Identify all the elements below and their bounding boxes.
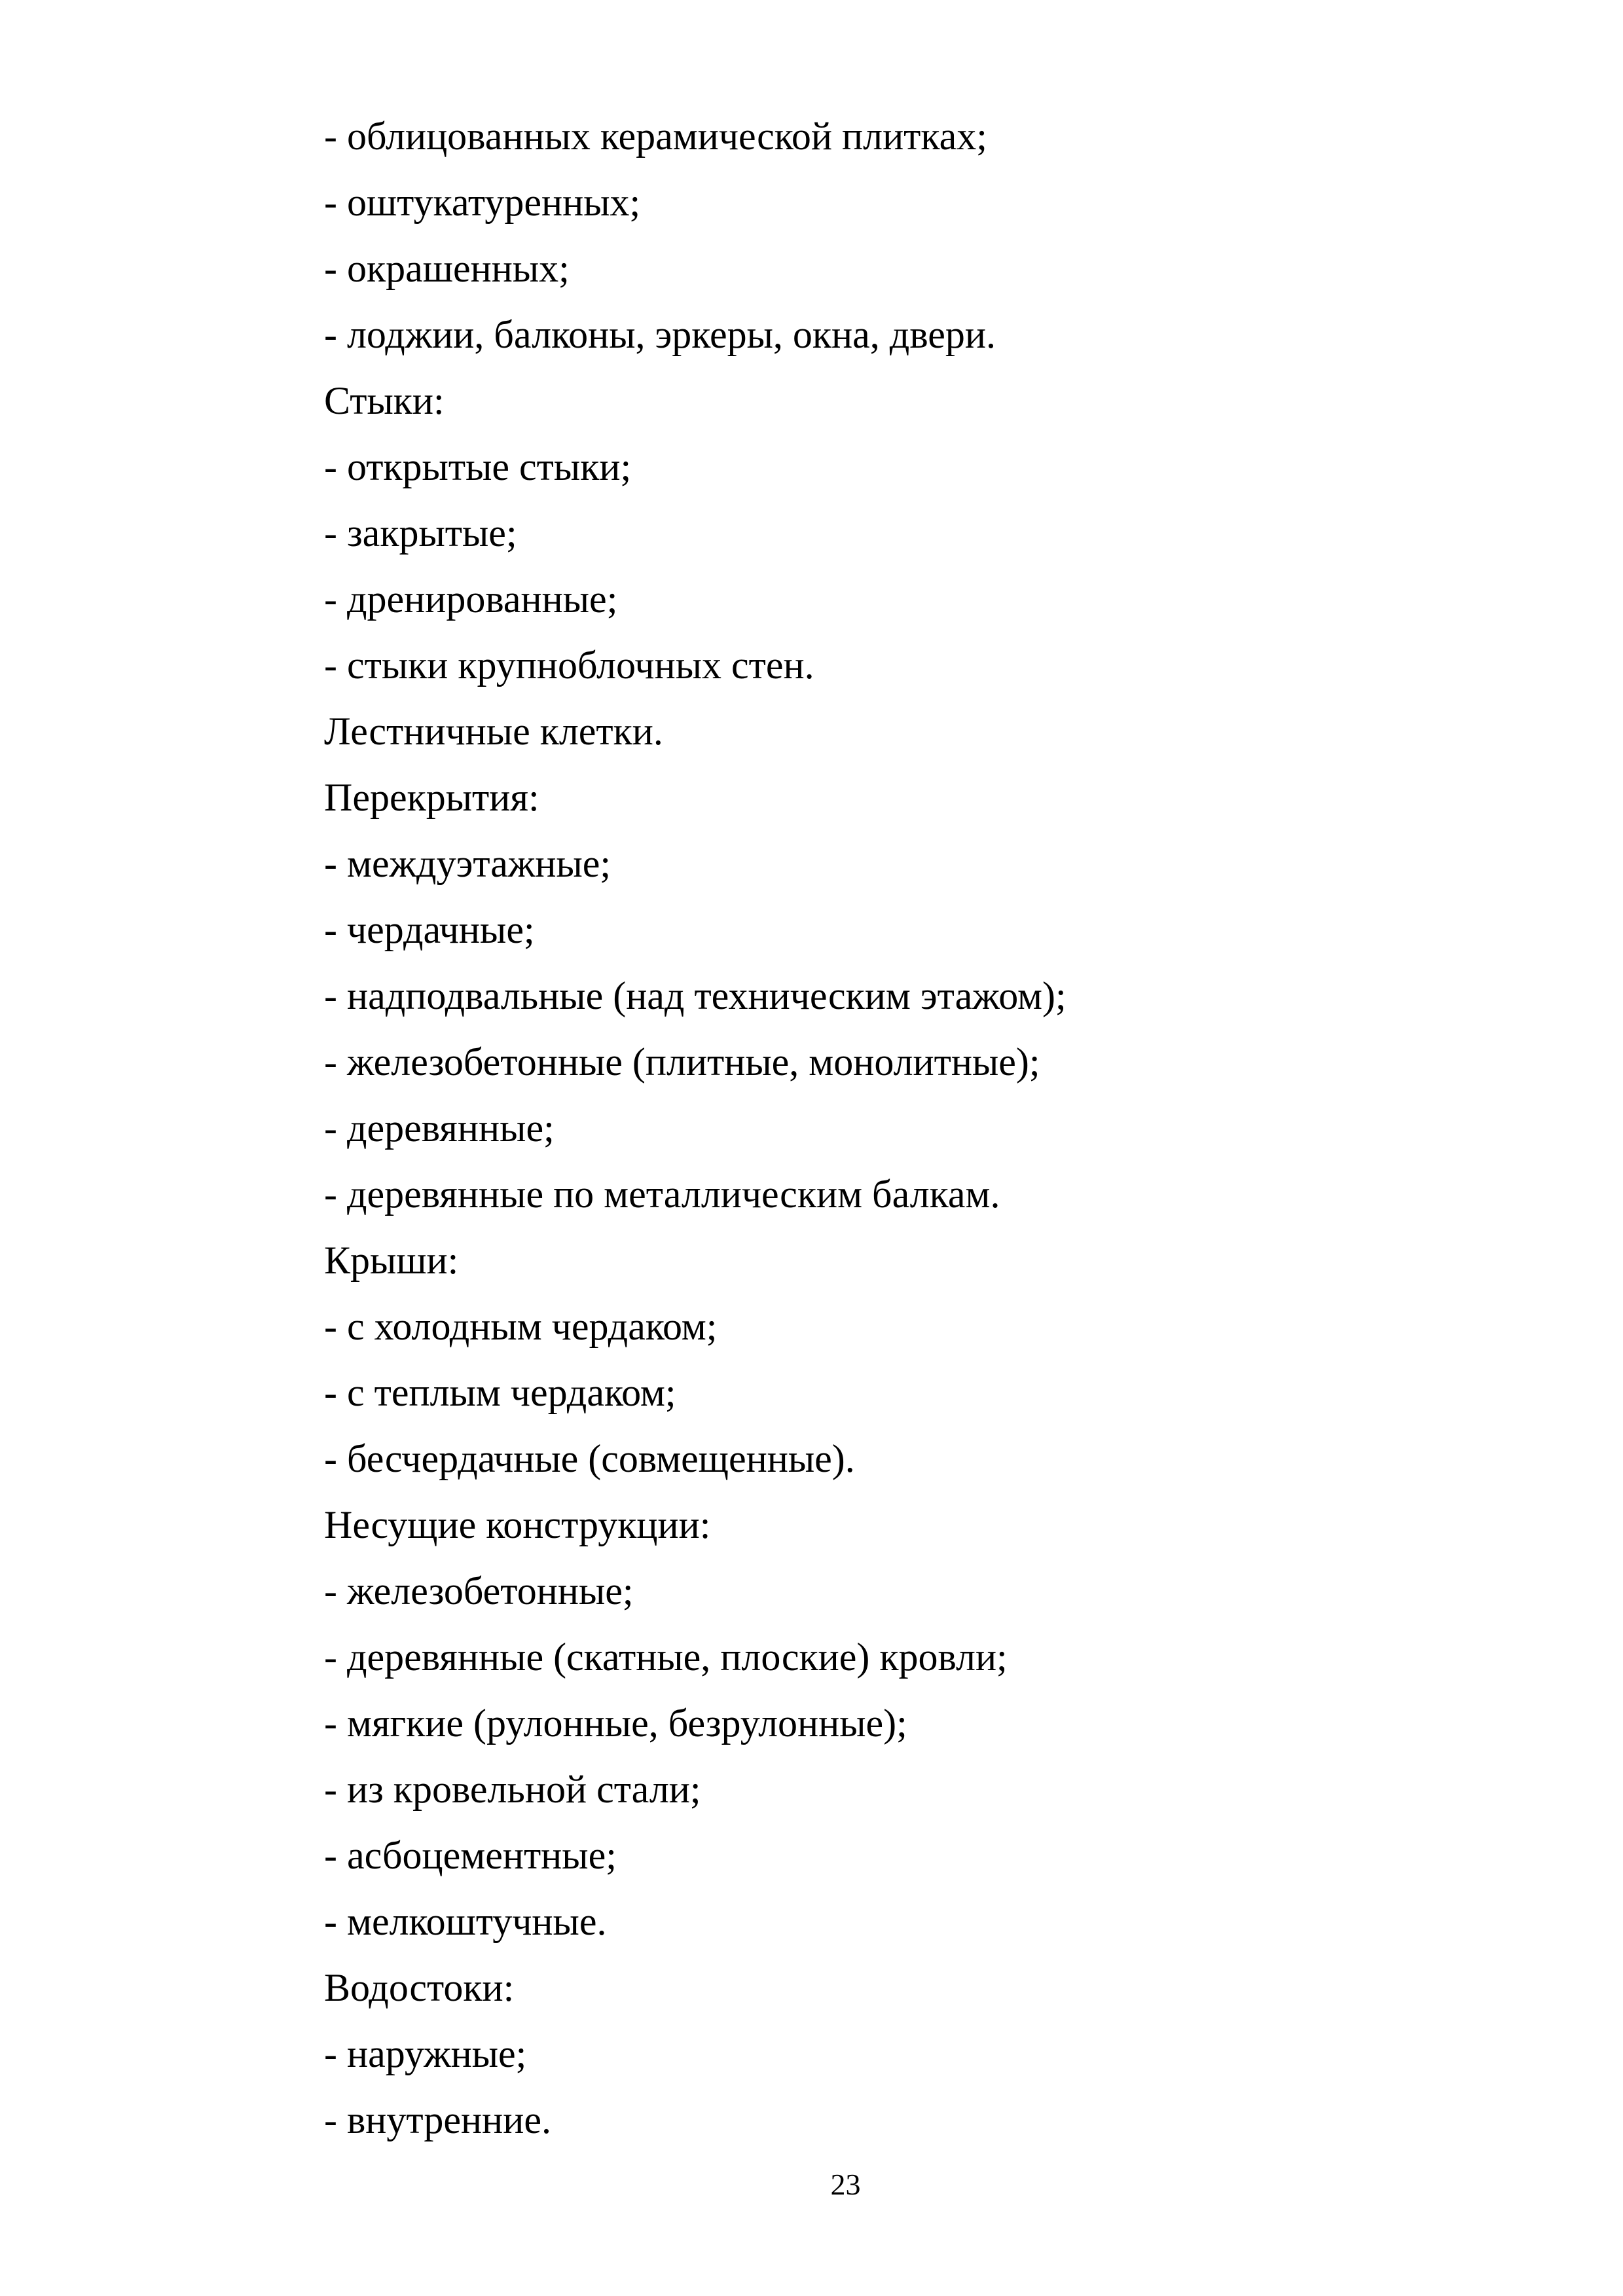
list-item: - облицованных керамической плитках;	[324, 115, 987, 158]
list-item: - с теплым чердаком;	[324, 1371, 676, 1414]
list-item: - окрашенных;	[324, 247, 570, 290]
list-item: - открытые стыки;	[324, 445, 632, 488]
list-item: - оштукатуренных;	[324, 181, 641, 224]
list-item: - лоджии, балконы, эркеры, окна, двери.	[324, 313, 996, 356]
list-item: - стыки крупноблочных стен.	[324, 644, 814, 687]
section-heading-drains: Водостоки:	[324, 1966, 515, 2009]
list-item: - междуэтажные;	[324, 842, 611, 885]
section-heading-staircases: Лестничные клетки.	[324, 710, 663, 753]
list-item: - бесчердачные (совмещенные).	[324, 1437, 855, 1480]
list-item: - закрытые;	[324, 511, 517, 555]
list-item: - из кровельной стали;	[324, 1768, 701, 1811]
list-item: - надподвальные (над техническим этажом);	[324, 974, 1067, 1017]
list-item: - дренированные;	[324, 577, 618, 621]
list-item: - деревянные;	[324, 1106, 555, 1150]
list-item: - мелкоштучные.	[324, 1900, 607, 1943]
list-item: - железобетонные (плитные, монолитные);	[324, 1040, 1040, 1084]
list-item: - внутренние.	[324, 2098, 551, 2141]
list-item: - чердачные;	[324, 908, 535, 951]
list-item: - наружные;	[324, 2032, 527, 2075]
list-item: - мягкие (рулонные, безрулонные);	[324, 1702, 907, 1745]
list-item: - асбоцементные;	[324, 1834, 617, 1877]
list-item: - деревянные по металлическим балкам.	[324, 1173, 1000, 1216]
list-item: - с холодным чердаком;	[324, 1305, 718, 1348]
list-item: - железобетонные;	[324, 1569, 634, 1613]
section-heading-floors: Перекрытия:	[324, 776, 539, 819]
list-item: - деревянные (скатные, плоские) кровли;	[324, 1635, 1008, 1679]
section-heading-joints: Стыки:	[324, 379, 445, 422]
document-body	[324, 103, 1437, 2153]
section-heading-load-bearing: Несущие конструкции:	[324, 1503, 711, 1546]
section-heading-roofs: Крыши:	[324, 1239, 459, 1282]
page-number: 23	[830, 2168, 861, 2201]
